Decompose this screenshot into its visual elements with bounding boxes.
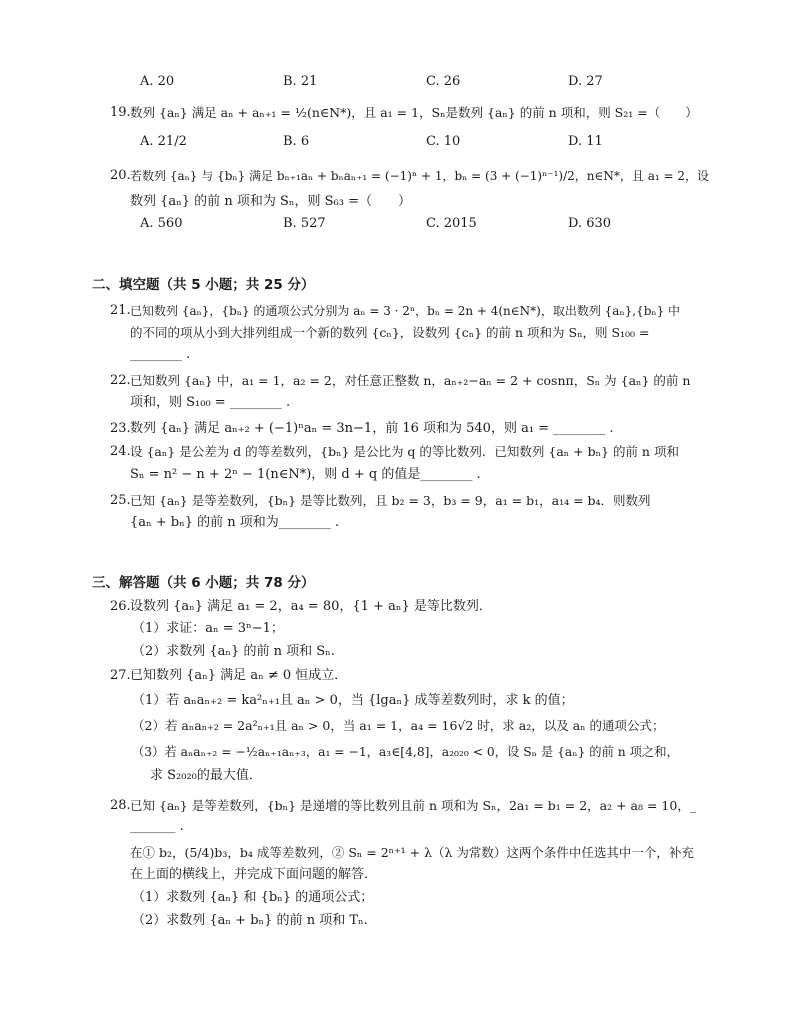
q21-stem-line1: 已知数列 {aₙ}，{bₙ} 的通项公式分别为 aₙ = 3 · 2ⁿ，bₙ = 2n + 4(n∈N*)，取出数列 {aₙ},{bₙ} 中: [130, 304, 681, 318]
q28-stem-line1: 已知 {aₙ} 是等差数列，{bₙ} 是递增的等比数列且前 n 项和为 Sₙ，2a₁ = b₁ = 2，a₂ + a₈ = 10，_: [130, 798, 697, 813]
q24-stem-line1: 设 {aₙ} 是公差为 d 的等差数列，{bₙ} 是公比为 q 的等比数列．已知数列 {aₙ + bₙ} 的前 n 项和: [130, 444, 679, 459]
q21-stem-line2: 的不同的项从小到大排列组成一个新的数列 {cₙ}，设数列 {cₙ} 的前 n 项和为 Sₙ，则 S₁₀₀ =: [130, 325, 650, 340]
q25-stem-line2: {aₙ + bₙ} 的前 n 项和为________ .: [130, 515, 340, 530]
q22-stem-line1: 已知数列 {aₙ} 中，a₁ = 1，a₂ = 2，对任意正整数 n，aₙ₊₂−aₙ = 2 + cosnπ，Sₙ 为 {aₙ} 的前 n: [130, 373, 691, 388]
q22-stem-line2: 项和，则 S₁₀₀ = ________ .: [130, 395, 291, 410]
q24-number: 24.: [110, 444, 131, 459]
q21-number: 21.: [110, 303, 131, 318]
q23-stem: 数列 {aₙ} 满足 aₙ₊₂ + (−1)ⁿaₙ = 3n−1，前 16 项和为 540，则 a₁ = ________ .: [130, 421, 614, 436]
q20-stem-line1: 若数列 {aₙ} 与 {bₙ} 满足 bₙ₊₁aₙ + bₙaₙ₊₁ = (−1)ⁿ + 1，bₙ = (3 + (−1)ⁿ⁻¹)/2，n∈N*，且 a₁ = 2，设: [130, 169, 710, 183]
q19-number: 19.: [110, 105, 131, 120]
q19-option-b: B. 6: [283, 134, 310, 149]
q22-number: 22.: [110, 373, 131, 388]
q27-part1: （1）若 aₙaₙ₊₂ = ka²ₙ₊₁且 aₙ > 0，当 {lgaₙ} 成等差数列时，求 k 的值；: [132, 693, 574, 708]
q19-option-a: A. 21/2: [140, 134, 187, 149]
q23-number: 23.: [110, 421, 131, 436]
q20-option-d: D. 630: [568, 216, 612, 231]
q25-number: 25.: [110, 493, 131, 508]
q24-stem-line2: Sₙ = n² − n + 2ⁿ − 1(n∈N*)，则 d + q 的值是________ .: [130, 467, 481, 482]
q28-instruction: 在上面的横线上，并完成下面问题的解答．: [130, 867, 378, 882]
q28-number: 28.: [110, 798, 131, 813]
q19-option-c: C. 10: [426, 134, 461, 149]
q27-stem: 已知数列 {aₙ} 满足 aₙ ≠ 0 恒成立．: [130, 668, 348, 683]
q20-number: 20.: [110, 168, 131, 183]
q28-condition-text: 在① b₂，(5/4)b₃，b₄ 成等差数列，② Sₙ = 2ⁿ⁺¹ + λ（λ 为常数）这两个条件中任选其中一个，补充: [130, 845, 694, 860]
q27-number: 27.: [110, 668, 131, 683]
q19-stem: 数列 {aₙ} 满足 aₙ + aₙ₊₁ = ½(n∈N*)，且 a₁ = 1，Sₙ是数列 {aₙ} 的前 n 项和，则 S₂₁ =（ ）: [130, 105, 698, 120]
q18-option-c: C. 26: [426, 74, 461, 89]
q28-answer-blank: _______ .: [130, 819, 184, 834]
q28-part2: （2）求数列 {aₙ + bₙ} 的前 n 项和 Tₙ.: [132, 913, 368, 928]
q25-stem-line1: 已知 {aₙ} 是等差数列，{bₙ} 是等比数列，且 b₂ = 3，b₃ = 9，a₁ = b₁，a₁₄ = b₄．则数列: [130, 493, 651, 508]
q26-stem: 设数列 {aₙ} 满足 a₁ = 2，a₄ = 80，{1 + aₙ} 是等比数列．: [130, 599, 492, 614]
q20-option-b: B. 527: [283, 216, 326, 231]
q18-option-a: A. 20: [140, 74, 175, 89]
section-answer-title: 三、解答题（共 6 小题；共 78 分）: [92, 575, 315, 591]
q18-option-d: D. 27: [568, 74, 603, 89]
section-fill-in-title: 二、填空题（共 5 小题；共 25 分）: [92, 277, 315, 293]
q21-answer-blank: ________ .: [130, 347, 191, 362]
q26-part2: （2）求数列 {aₙ} 的前 n 项和 Sₙ.: [132, 644, 335, 659]
q27-part3: （3）若 aₙaₙ₊₂ = −½aₙ₊₁aₙ₊₃，a₁ = −1，a₃∈[4,8]，a₂₀₂₀ < 0，设 Sₙ 是 {aₙ} 的前 n 项之和，: [132, 745, 679, 759]
q20-option-a: A. 560: [140, 216, 183, 231]
q28-part1: （1）求数列 {aₙ} 和 {bₙ} 的通项公式；: [132, 890, 374, 905]
q19-option-d: D. 11: [568, 134, 603, 149]
q26-number: 26.: [110, 599, 131, 614]
q26-part1: （1）求证：aₙ = 3ⁿ−1；: [132, 621, 284, 636]
q18-option-b: B. 21: [283, 74, 318, 89]
q27-part3-cont: 求 S₂₀₂₀的最大值．: [150, 768, 262, 783]
q20-stem-line2: 数列 {aₙ} 的前 n 项和为 Sₙ，则 S₆₃ =（ ）: [130, 194, 411, 209]
q20-option-c: C. 2015: [426, 216, 477, 231]
q27-part2: （2）若 aₙaₙ₊₂ = 2a²ₙ₊₁且 aₙ > 0，当 a₁ = 1，a₄ = 16√2 时，求 a₂，以及 aₙ 的通项公式；: [132, 718, 665, 733]
